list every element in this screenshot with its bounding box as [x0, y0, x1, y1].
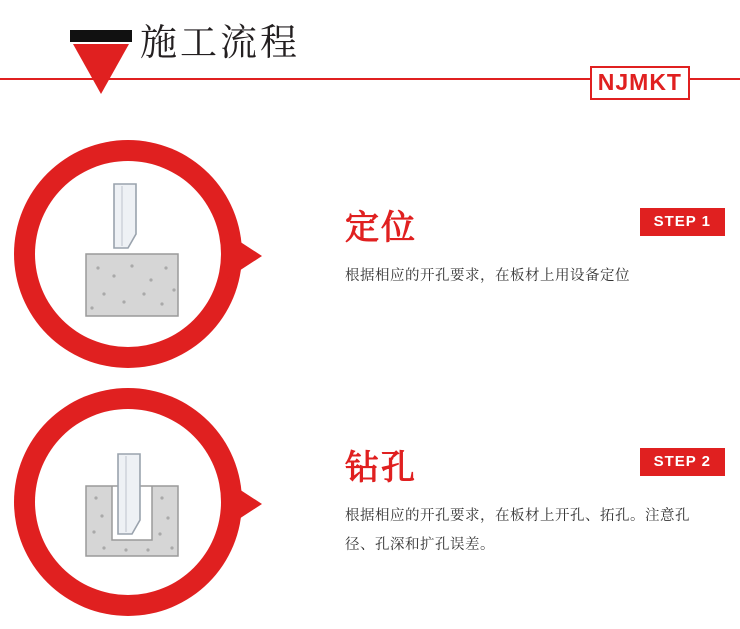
step-illustration-badge: [14, 388, 274, 628]
page-title: 施工流程: [140, 21, 300, 64]
brand-logo: [590, 66, 690, 100]
title-marker-icon: [70, 30, 132, 94]
step-badge: STEP 2: [640, 448, 725, 476]
drill-bit-inside-hole-icon: [56, 424, 206, 580]
step-badge: STEP 1: [640, 208, 725, 236]
brand-logo-text: NJMKT: [597, 69, 682, 95]
step-title: 定位: [345, 208, 417, 248]
step-illustration-badge: [14, 140, 274, 380]
step-description: 根据相应的开孔要求，在板材上开孔、拓孔。注意孔径、孔深和扩孔误差。: [345, 508, 690, 553]
badge-pointer-shape: [222, 230, 262, 282]
marker-triangle-shape: [73, 44, 129, 94]
marker-bar-shape: [70, 30, 132, 42]
badge-pointer-shape: [222, 478, 262, 530]
step-title: 钻孔: [345, 448, 417, 488]
page-header: [0, 0, 740, 110]
step-description: 根据相应的开孔要求，在板材上用设备定位: [345, 268, 630, 284]
drill-bit-above-slab-icon: [56, 176, 206, 332]
